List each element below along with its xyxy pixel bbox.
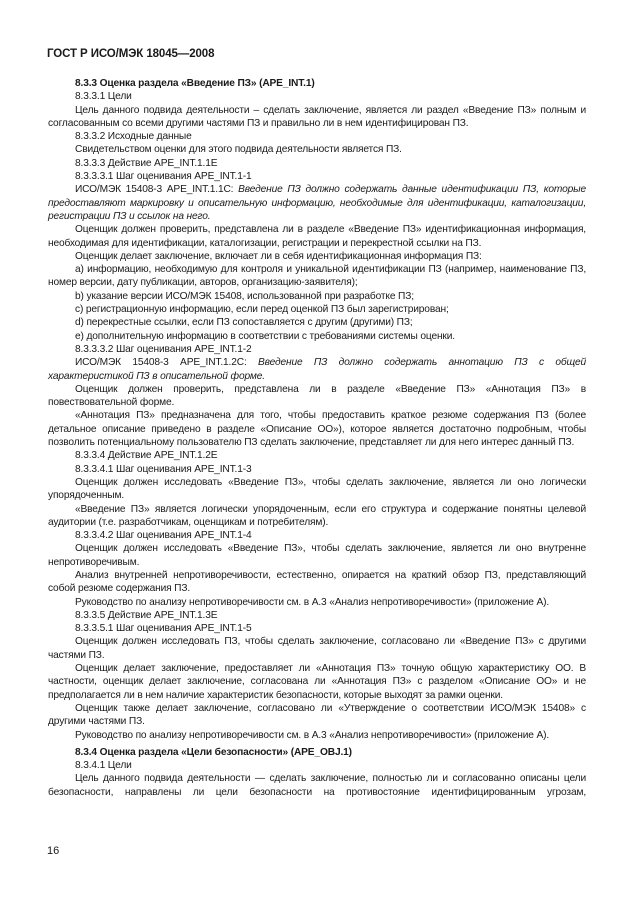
- paragraph-text: Оценщик должен проверить, представлена ли в разделе «Введение ПЗ» «Аннотация ПЗ» в повествовательной форме.: [48, 383, 586, 409]
- paragraph: [48, 104, 586, 131]
- paragraph: [48, 542, 586, 569]
- paragraph: [48, 759, 586, 772]
- paragraph: [48, 463, 586, 476]
- paragraph: [48, 609, 586, 622]
- paragraph: [48, 143, 586, 156]
- paragraph-text: Оценщик делает заключение, предоставляет ли «Аннотация ПЗ» точную общую характеристику ОО. В частности, оценщик делает заключение, согласована ли «Аннотация ПЗ» с разделом «Описание ОО» и не предполагается ли в нем наличие характеристик безопасности, которые выходят за рамки оценки.: [48, 663, 586, 701]
- paragraph: [48, 250, 586, 263]
- paragraph: [48, 596, 586, 609]
- paragraph: [48, 383, 586, 410]
- doc-header-title: ГОСТ Р ИСО/МЭК 18045—2008: [47, 48, 215, 60]
- paragraph-text: 8.3.4.1 Цели: [75, 760, 132, 772]
- paragraph: [48, 130, 586, 143]
- paragraph: [48, 157, 586, 170]
- paragraph-text: 8.3.3.4.2 Шаг оценивания APE_INT.1-4: [75, 530, 252, 542]
- paragraph: [48, 772, 586, 799]
- paragraph-text: Оценщик должен исследовать «Введение ПЗ», чтобы сделать заключение, является ли оно логически упорядоченным.: [48, 476, 586, 502]
- paragraph: [48, 449, 586, 462]
- paragraph-text: d) перекрестные ссылки, если ПЗ сопоставляется с другим (другими) ПЗ;: [75, 317, 413, 329]
- paragraph-text: 8.3.3 Оценка раздела «Введение ПЗ» (APE_INT.1): [75, 78, 315, 89]
- standard-reference: ИСО/МЭК 15408-3 APE_INT.1.1C:: [75, 184, 239, 196]
- paragraph: [48, 476, 586, 503]
- paragraph: [48, 90, 586, 103]
- paragraph: [48, 343, 586, 356]
- paragraph-text: 8.3.3.5.1 Шаг оценивания APE_INT.1-5: [75, 623, 252, 635]
- paragraph: [48, 529, 586, 542]
- paragraph: [48, 503, 586, 530]
- paragraph-text: 8.3.3.4.1 Шаг оценивания APE_INT.1-3: [75, 463, 252, 475]
- requirement-text: Введение ПЗ должно содержать аннотацию ПЗ с общей характеристикой ПЗ в описательной форме.: [48, 357, 586, 382]
- paragraph: [48, 409, 586, 449]
- paragraph-text: Анализ внутренней непротиворечивости, естественно, опирается на краткий обзор ПЗ, представляющий собой резюме содержания ПЗ.: [48, 569, 586, 595]
- paragraph: [48, 569, 586, 596]
- paragraph: [48, 316, 586, 329]
- paragraph: [48, 702, 586, 729]
- paragraph-text: a) информацию, необходимую для контроля и уникальной идентификации ПЗ (например, наименование ПЗ, номер версии, дату публикации, авторов, организацию-заявителя);: [48, 264, 586, 289]
- paragraph: [48, 183, 586, 223]
- requirement-text: Введение ПЗ должно содержать данные идентификации ПЗ, которые предоставляют маркировку и описательную информацию, необходимые для идентификации, каталогизации, регистрации ПЗ и ссылок на него.: [48, 184, 586, 222]
- paragraph-text: 8.3.3.5 Действие APE_INT.1.3E: [75, 609, 218, 621]
- paragraph-text: 8.3.3.4 Действие APE_INT.1.2E: [75, 450, 218, 462]
- paragraph-text: Руководство по анализу непротиворечивости см. в А.3 «Анализ непротиворечивости» (приложение А).: [75, 596, 550, 608]
- paragraph-text: c) регистрационную информацию, если перед оценкой ПЗ был зарегистрирован;: [75, 304, 449, 316]
- section-heading: [48, 77, 586, 90]
- paragraph-text: 8.3.4 Оценка раздела «Цели безопасности» (APE_OBJ.1): [75, 746, 352, 758]
- paragraph: [48, 662, 586, 702]
- page-number: 16: [47, 845, 60, 857]
- paragraph-text: «Введение ПЗ» является логически упорядоченным, если его структура и содержание понятны целевой аудитории (т.е. разработчикам, оценщикам и потребителям).: [48, 503, 586, 528]
- paragraph: [48, 729, 586, 742]
- paragraph-text: Оценщик также делает заключение, согласовано ли «Утверждение о соответствии ИСО/МЭК 15408» с другими частями ПЗ.: [48, 702, 586, 728]
- paragraph-text: Цель данного подвида деятельности – сделать заключение, является ли раздел «Введение ПЗ» полным и согласованным со всеми другими частями ПЗ и правильно ли в нем идентифицирован ПЗ.: [48, 104, 586, 129]
- paragraph-text: Руководство по анализу непротиворечивости см. в А.3 «Анализ непротиворечивости» (приложение А).: [75, 729, 550, 741]
- paragraph-text: Оценщик должен исследовать ПЗ, чтобы сделать заключение, согласовано ли «Введение ПЗ» с другими частями ПЗ.: [48, 636, 586, 661]
- paragraph-text: 8.3.3.3.2 Шаг оценивания APE_INT.1-2: [75, 343, 252, 355]
- paragraph: [48, 290, 586, 303]
- paragraph: [48, 263, 586, 290]
- paragraph: [48, 635, 586, 662]
- paragraph-text: 8.3.3.3.1 Шаг оценивания APE_INT.1-1: [75, 171, 252, 183]
- paragraph-text: 8.3.3.3 Действие APE_INT.1.1E: [75, 157, 218, 169]
- paragraph: [48, 170, 586, 183]
- paragraph-text: Оценщик делает заключение, включает ли в себя идентификационная информация ПЗ:: [75, 250, 482, 262]
- paragraph-text: «Аннотация ПЗ» предназначена для того, чтобы предоставить краткое резюме содержания ПЗ (более детальное описание приведено в разделе «Описание ОО»), которое является достаточно подробным, чтобы позволить потенциальному пользователю ПЗ сделать заключение, представляет ли для него интерес данный ПЗ.: [48, 410, 586, 449]
- paragraph-text: Оценщик должен проверить, представлена ли в разделе «Введение ПЗ» идентификационная информация, необходимая для идентификации, каталогизации, регистрации и перекрестной ссылки на ПЗ.: [48, 224, 586, 249]
- paragraph: [48, 622, 586, 635]
- paragraph: [48, 356, 586, 383]
- paragraph-text: Цель данного подвида деятельности — сделать заключение, полностью ли и согласованно описаны цели безопасности, направлены ли цели безопасности на противостояние идентифицированным угрозам,: [48, 773, 586, 798]
- paragraph-text: e) дополнительную информацию в соответствии с требованиями системы оценки.: [75, 330, 455, 342]
- standard-reference: ИСО/МЭК 15408-3 APE_INT.1.2C:: [75, 357, 259, 369]
- paragraph-text: 8.3.3.2 Исходные данные: [75, 131, 192, 143]
- paragraph-text: b) указание версии ИСО/МЭК 15408, использованной при разработке ПЗ;: [75, 290, 414, 302]
- section-heading: [48, 746, 586, 759]
- paragraph: [48, 303, 586, 316]
- paragraph-text: Оценщик должен исследовать «Введение ПЗ», чтобы сделать заключение, является ли оно внутренне непротиворечивым.: [48, 543, 586, 568]
- paragraph-text: 8.3.3.1 Цели: [75, 91, 132, 103]
- paragraph: [48, 223, 586, 250]
- paragraph-text: Свидетельством оценки для этого подвида деятельности является ПЗ.: [75, 144, 402, 156]
- document-body: [48, 77, 586, 799]
- paragraph: [48, 330, 586, 343]
